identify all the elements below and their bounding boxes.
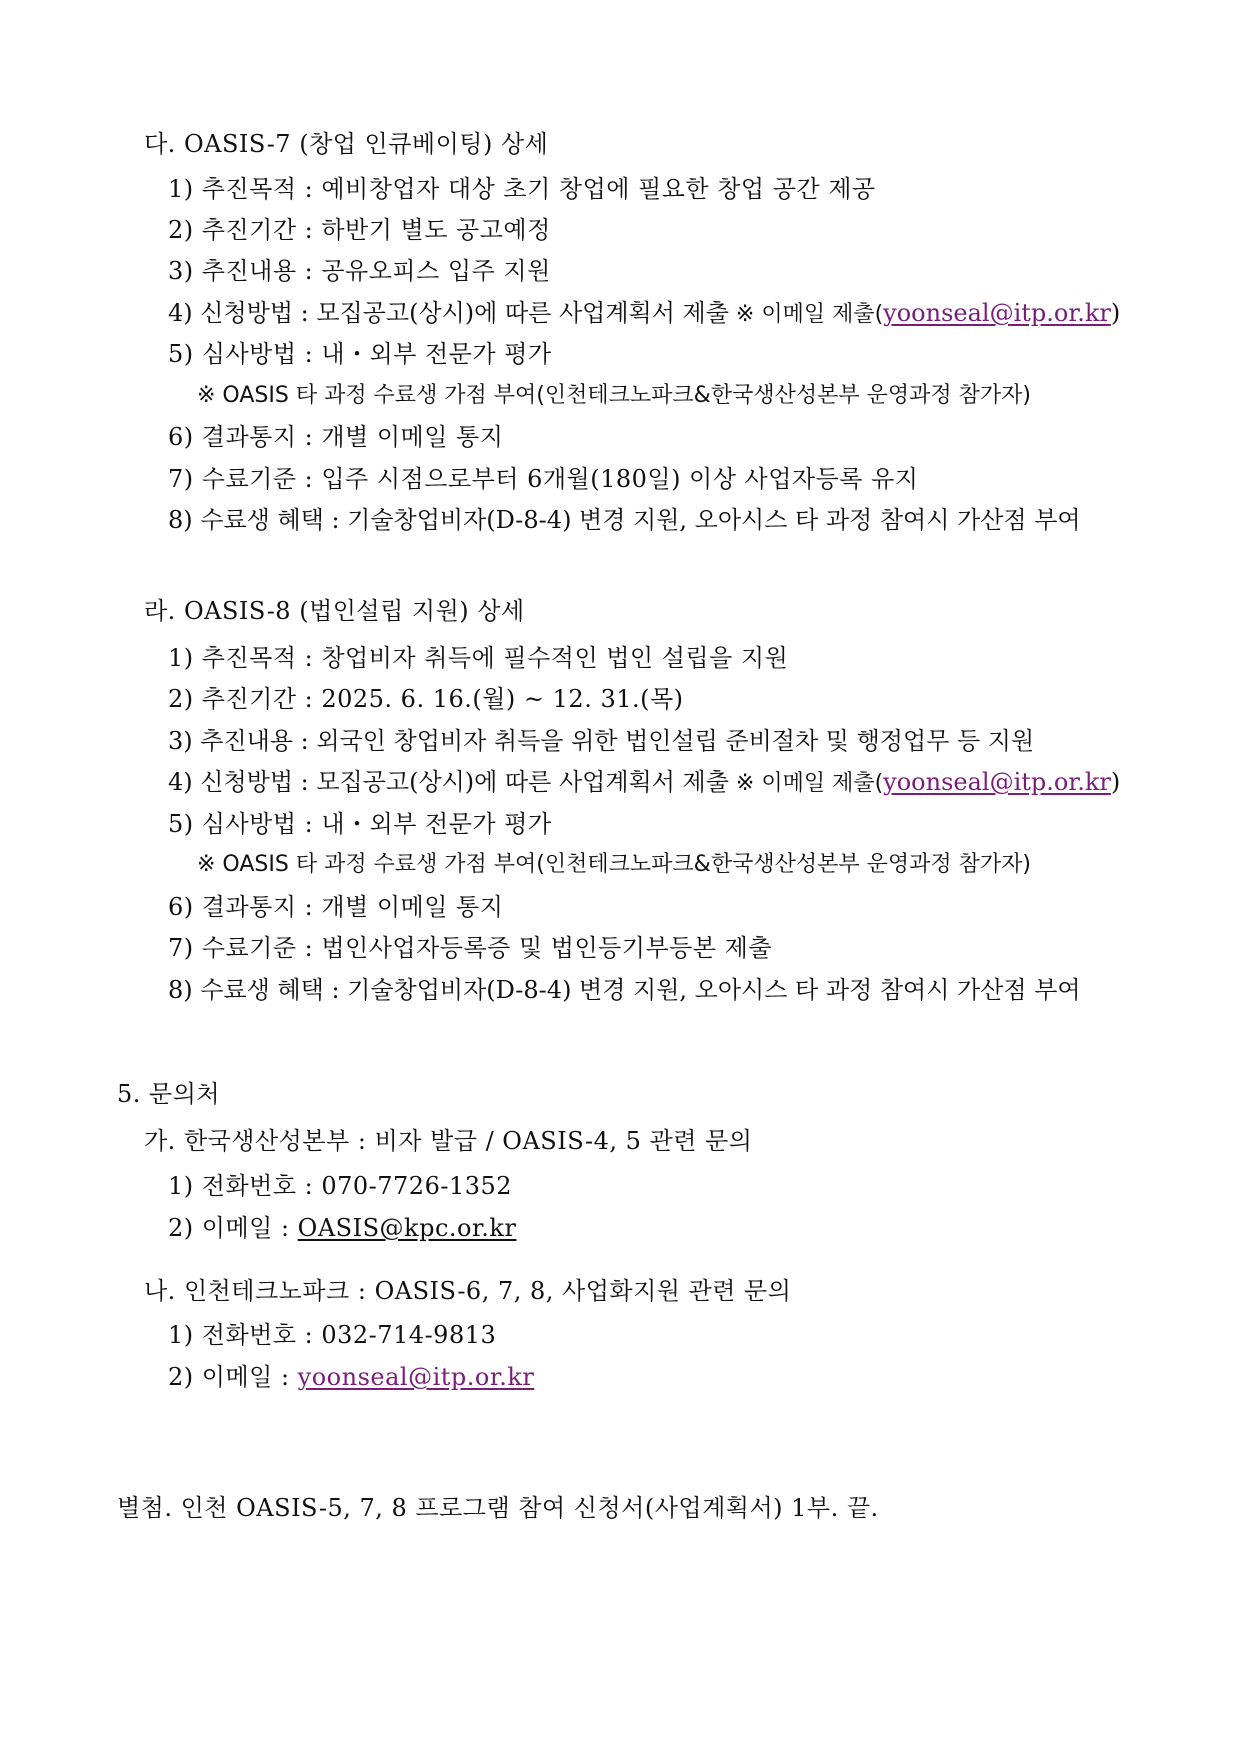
attachment-line: 별첨. 인천 OASIS-5, 7, 8 프로그램 참여 신청서(사업계획서) 1부. 끝. [117,1494,879,1522]
oasis7-apply-method: 4) 신청방법 : 모집공고(상시)에 따른 사업계획서 제출 [168,299,729,327]
oasis7-email-note: ※ 이메일 제출( [728,302,884,327]
oasis7-item-2: 2) 추진기간 : 하반기 별도 공고예정 [168,216,551,244]
contact-kpc-title: 가. 한국생산성본부 : 비자 발급 / OASIS-4, 5 관련 문의 [144,1127,753,1155]
oasis8-item-8: 8) 수료생 혜택 : 기술창업비자(D-8-4) 변경 지원, 오아시스 타 과정 참여시 가산점 부여 [168,976,1081,1004]
contact-kpc-phone: 1) 전화번호 : 070-7726-1352 [168,1172,513,1200]
oasis7-item-7: 7) 수료기준 : 입주 시점으로부터 6개월(180일) 이상 사업자등록 유지 [168,465,919,493]
oasis8-email-close: ) [1110,768,1121,796]
contact-kpc-email [168,1213,516,1243]
oasis8-item-1: 1) 추진목적 : 창업비자 취득에 필수적인 법인 설립을 지원 [168,644,789,672]
oasis8-item-3: 3) 추진내용 : 외국인 창업비자 취득을 위한 법인설립 준비절차 및 행정업무 등 지원 [168,727,1035,755]
oasis8-item-2: 2) 추진기간 : 2025. 6. 16.(월) ~ 12. 31.(목) [168,685,684,713]
oasis8-apply-method: 4) 신청방법 : 모집공고(상시)에 따른 사업계획서 제출 [168,768,729,796]
oasis8-heading: 라. OASIS-8 (법인설립 지원) 상세 [144,597,525,625]
oasis7-item-6: 6) 결과통지 : 개별 이메일 통지 [168,423,504,451]
contact-kpc-email-link[interactable]: OASIS@kpc.or.kr [297,1214,517,1242]
oasis8-email-link[interactable]: yoonseal@itp.or.kr [883,768,1111,796]
oasis7-item-8: 8) 수료생 혜택 : 기술창업비자(D-8-4) 변경 지원, 오아시스 타 과정 참여시 가산점 부여 [168,506,1081,534]
contact-itp-email-label: 2) 이메일 : [168,1363,298,1391]
oasis8-bonus-note: ※ OASIS 타 과정 수료생 가점 부여(인천테크노파크&한국생산성본부 운영과정 참가자) [197,852,1031,877]
oasis7-bonus-note: ※ OASIS 타 과정 수료생 가점 부여(인천테크노파크&한국생산성본부 운영과정 참가자) [197,383,1031,408]
oasis7-heading: 다. OASIS-7 (창업 인큐베이팅) 상세 [144,130,549,158]
oasis8-item-6: 6) 결과통지 : 개별 이메일 통지 [168,893,504,921]
contact-heading: 5. 문의처 [117,1080,221,1108]
oasis8-email-note: ※ 이메일 제출( [728,771,884,796]
contact-itp-email-link[interactable]: yoonseal@itp.or.kr [297,1363,535,1391]
oasis7-item-1: 1) 추진목적 : 예비창업자 대상 초기 창업에 필요한 창업 공간 제공 [168,175,876,203]
oasis8-item-5: 5) 심사방법 : 내・외부 전문가 평가 [168,810,552,838]
oasis7-email-link[interactable]: yoonseal@itp.or.kr [883,299,1111,327]
contact-itp-title: 나. 인천테크노파크 : OASIS-6, 7, 8, 사업화지원 관련 문의 [144,1277,792,1305]
oasis7-item-4 [168,298,1120,330]
contact-itp-email [168,1362,534,1392]
oasis8-item-7: 7) 수료기준 : 법인사업자등록증 및 법인등기부등본 제출 [168,934,773,962]
oasis7-email-close: ) [1110,299,1121,327]
oasis7-item-5: 5) 심사방법 : 내・외부 전문가 평가 [168,340,552,368]
oasis7-item-3: 3) 추진내용 : 공유오피스 입주 지원 [168,257,551,285]
contact-kpc-email-label: 2) 이메일 : [168,1214,298,1242]
contact-itp-phone: 1) 전화번호 : 032-714-9813 [168,1321,497,1349]
oasis8-item-4 [168,767,1120,799]
